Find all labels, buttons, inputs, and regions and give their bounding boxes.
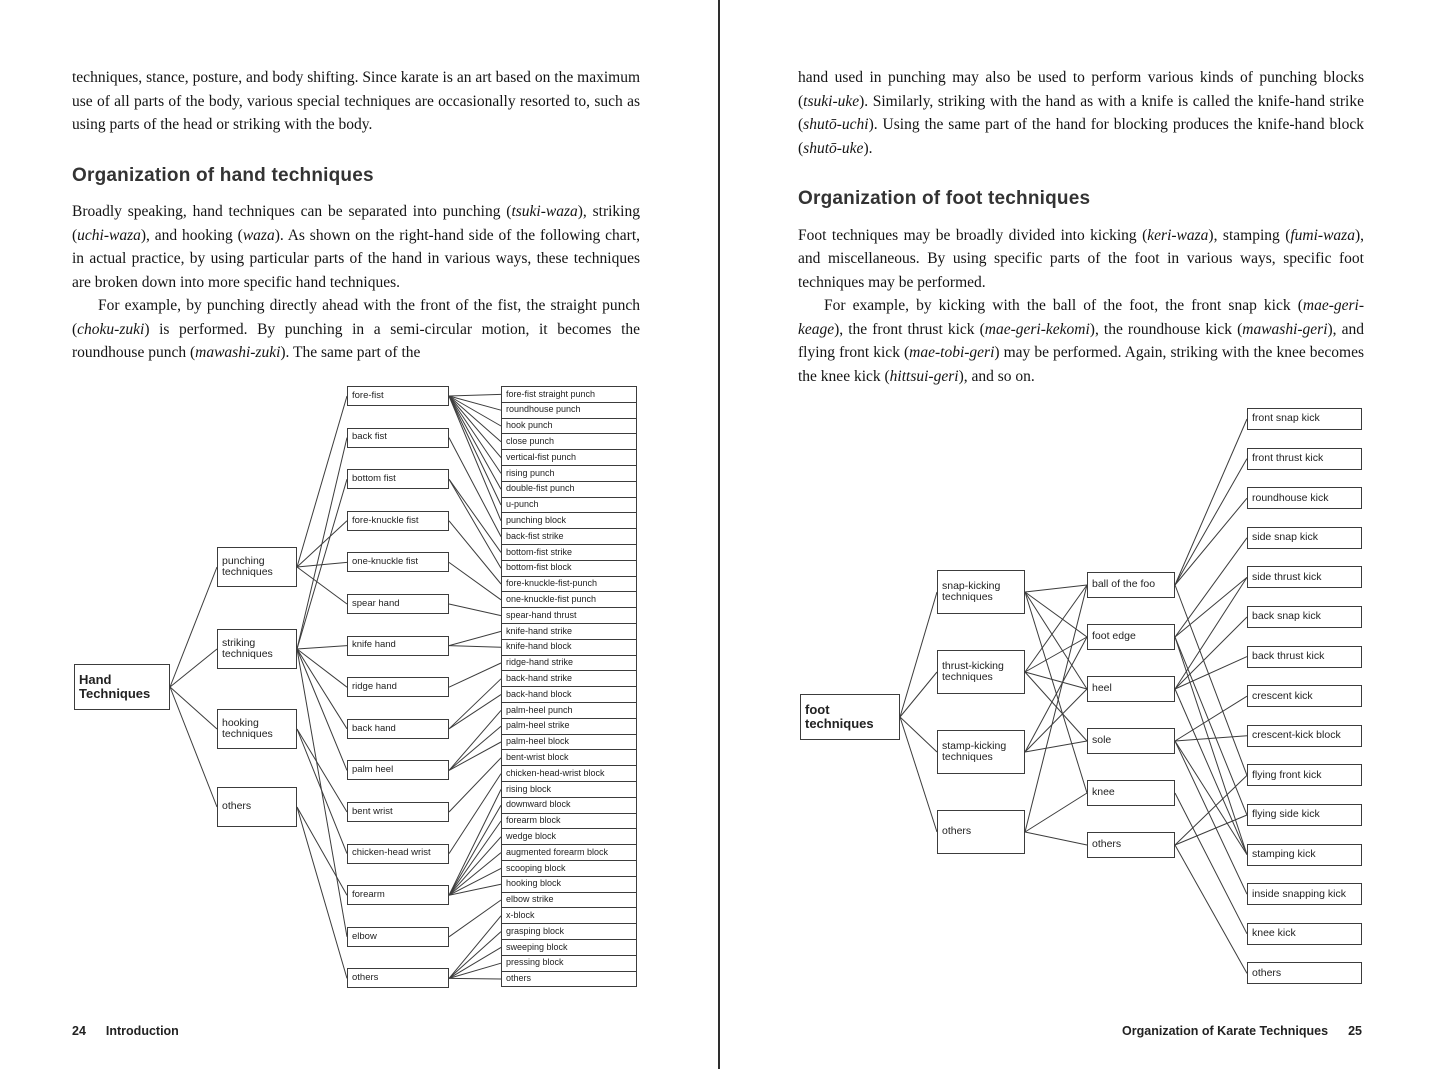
edge-line [297, 729, 347, 812]
text-run: Broadly speaking, hand techniques can be separated into punching ( [72, 203, 512, 220]
hand-chart-technique-8: punching block [501, 512, 637, 529]
hand-chart-technique-11: bottom-fist block [501, 560, 637, 577]
text-run: ), striking ( [72, 203, 640, 244]
hand-chart-category-0: punching techniques [217, 547, 297, 587]
hand-chart-technique-18: back-hand strike [501, 670, 637, 687]
text-run: ), the roundhouse kick ( [1089, 320, 1243, 338]
hand-chart-technique-24: chicken-head-wrist block [501, 765, 637, 782]
foot-chart-part-2: heel [1087, 676, 1175, 702]
hand-chart-part-14: others [347, 968, 449, 988]
edge-line [170, 687, 217, 807]
hand-chart-technique-26: downward block [501, 797, 637, 814]
foot-chart-technique-11: stamping kick [1247, 844, 1362, 866]
hand-chart-part-4: one-knuckle fist [347, 552, 449, 572]
text-run: ). Using the same part of the hand for blocking produces the knife-hand block ( [798, 116, 1364, 157]
hand-chart-technique-2: hook punch [501, 418, 637, 435]
italic-term: hittsui-geri [889, 367, 959, 385]
hand-chart-part-9: palm heel [347, 760, 449, 780]
text-run: ), the front thrust kick ( [834, 320, 985, 338]
edge-line [1025, 585, 1087, 592]
foot-chart-technique-4: side thrust kick [1247, 566, 1362, 588]
hand-chart-part-0: fore-fist [347, 386, 449, 406]
text-run: ) is performed. By punching in a semi-circular motion, it becomes the roundhouse punch ( [72, 320, 640, 361]
foot-chart-root-node: foot techniques [800, 694, 900, 740]
left-footer-label: Introduction [105, 1024, 179, 1038]
edge-line [1175, 741, 1247, 855]
edge-line [297, 729, 347, 854]
edge-line [449, 710, 501, 770]
italic-term: fumi-waza [1290, 226, 1355, 244]
hand-chart-technique-4: vertical-fist punch [501, 449, 637, 466]
hand-chart-part-3: fore-knuckle fist [347, 511, 449, 531]
foot-chart-part-1: foot edge [1087, 624, 1175, 650]
hand-chart-technique-22: palm-heel block [501, 734, 637, 751]
edge-line [449, 562, 501, 599]
text-run: ), and so on. [958, 367, 1035, 385]
hand-chart-technique-15: knife-hand strike [501, 623, 637, 640]
edge-line [900, 592, 937, 717]
hand-chart-technique-31: hooking block [501, 876, 637, 893]
foot-chart-technique-13: knee kick [1247, 923, 1362, 945]
hand-chart-technique-34: grasping block [501, 923, 637, 940]
edge-line [297, 649, 347, 770]
hand-chart-technique-32: elbow strike [501, 892, 637, 909]
hand-chart-technique-9: back-fist strike [501, 528, 637, 545]
foot-chart-technique-8: crescent-kick block [1247, 725, 1362, 747]
edge-line [449, 695, 501, 729]
text-run: Foot techniques may be broadly divided into kicking ( [798, 226, 1148, 244]
italic-term: mae-geri-keage [798, 297, 1364, 338]
italic-term: waza [242, 226, 275, 244]
edge-line [449, 978, 501, 979]
foot-chart-technique-5: back snap kick [1247, 606, 1362, 628]
edge-line [297, 567, 347, 604]
edge-line [297, 807, 347, 895]
edge-line [449, 521, 501, 584]
hand-chart-technique-13: one-knuckle-fist punch [501, 591, 637, 608]
edge-line [1025, 832, 1087, 845]
edge-line [449, 947, 501, 978]
hand-chart-part-6: knife hand [347, 636, 449, 656]
text-run: ). [863, 139, 873, 157]
text-run: ). Similarly, striking with the hand as with a knife is called the knife-hand strike ( [798, 92, 1364, 133]
italic-term: mae-geri-kekomi [984, 320, 1090, 338]
edge-line [449, 837, 501, 895]
text-run: ), and miscellaneous. By using specific parts of the foot in various ways, specific foot techniques may be performed. [798, 226, 1365, 291]
hand-chart-technique-29: augmented forearm block [501, 844, 637, 861]
edge-line [449, 663, 501, 687]
foot-chart-technique-14: others [1247, 962, 1362, 984]
hand-chart-part-13: elbow [347, 927, 449, 947]
edge-line [449, 916, 501, 979]
hand-chart-part-5: spear hand [347, 594, 449, 614]
hand-chart-part-2: bottom fist [347, 469, 449, 489]
edge-line [449, 396, 501, 505]
italic-term: tsuki-waza [511, 203, 578, 220]
foot-chart-technique-6: back thrust kick [1247, 646, 1362, 668]
edge-line [449, 479, 501, 568]
italic-term: mawashi-zuki [195, 344, 281, 361]
edge-line [449, 479, 501, 552]
italic-term: mae-tobi-geri [909, 344, 995, 361]
foot-chart-category-1: thrust-kicking techniques [937, 650, 1025, 694]
text-run: ), and hooking ( [140, 226, 243, 244]
italic-term: mawashi-geri [1242, 320, 1328, 338]
edge-line [1025, 585, 1087, 672]
foot-chart-category-3: others [937, 810, 1025, 854]
edge-line [449, 646, 501, 648]
edge-line [1175, 498, 1247, 585]
foot-techniques-heading: Organization of foot techniques [798, 188, 1091, 209]
right-footer-label: Organization of Karate Techniques [1122, 1024, 1329, 1038]
edge-line [449, 604, 501, 616]
edge-line [449, 396, 501, 489]
edge-line [297, 646, 347, 649]
hand-chart-part-7: ridge hand [347, 677, 449, 697]
edge-line [449, 821, 501, 895]
hand-chart-technique-25: rising block [501, 781, 637, 798]
edge-line [297, 479, 347, 649]
foot-chart-technique-12: inside snapping kick [1247, 883, 1362, 905]
foot-chart-part-4: knee [1087, 780, 1175, 806]
hand-chart-technique-27: forearm block [501, 813, 637, 830]
hand-chart-root-node: Hand Techniques [74, 664, 170, 710]
hand-chart-technique-7: u-punch [501, 497, 637, 514]
hand-chart-technique-19: back-hand block [501, 686, 637, 703]
edge-line [297, 438, 347, 649]
right-page-number: 25 [1348, 1024, 1362, 1038]
hand-chart-category-1: striking techniques [217, 629, 297, 669]
edge-line [1175, 419, 1247, 585]
edge-line [1175, 741, 1247, 894]
foot-chart-technique-1: front thrust kick [1247, 448, 1362, 470]
hand-chart-part-10: bent wrist [347, 802, 449, 822]
hand-chart-technique-17: ridge-hand strike [501, 655, 637, 672]
foot-chart-category-0: snap-kicking techniques [937, 570, 1025, 614]
foot-chart-technique-10: flying side kick [1247, 804, 1362, 826]
text-run: ), stamping ( [1208, 226, 1291, 244]
text-run: For example, by kicking with the ball of the foot, the front snap kick ( [824, 297, 1303, 314]
foot-chart-part-0: ball of the foo [1087, 572, 1175, 598]
hand-chart-technique-35: sweeping block [501, 939, 637, 956]
hand-chart-technique-23: bent-wrist block [501, 749, 637, 766]
hand-chart-technique-3: close punch [501, 433, 637, 450]
edge-line [1175, 637, 1247, 815]
hand-chart-technique-14: spear-hand thrust [501, 607, 637, 624]
hand-chart-technique-1: roundhouse punch [501, 402, 637, 419]
foot-chart-technique-0: front snap kick [1247, 408, 1362, 430]
edge-line [449, 726, 501, 770]
edge-line [449, 631, 501, 645]
edge-line [449, 438, 501, 537]
italic-term: tsuki-uke [803, 92, 860, 110]
edge-line [1025, 793, 1087, 832]
edge-line [449, 396, 501, 521]
text-run: hand used in punching may also be used to perform various kinds of punching blocks ( [798, 69, 1364, 110]
hand-techniques-heading: Organization of hand techniques [72, 164, 374, 186]
left-page-number: 24 [72, 1024, 86, 1038]
text-run: ). As shown on the right-hand side of the following chart, in actual practice, by using particular parts of the hand in various ways, these techniques are broken down into more specific hand techniques. [72, 226, 641, 291]
text-run: ). The same part of the [280, 344, 421, 361]
hand-chart-technique-28: wedge block [501, 828, 637, 845]
edge-line [449, 396, 501, 458]
foot-chart-technique-3: side snap kick [1247, 527, 1362, 549]
edge-line [1175, 459, 1247, 585]
hand-chart-technique-21: palm-heel strike [501, 718, 637, 735]
hand-chart-technique-16: knife-hand block [501, 639, 637, 656]
edge-line [449, 900, 501, 937]
text-run: For example, by punching directly ahead with the front of the fist, the straight punch ( [72, 297, 640, 338]
hand-chart-technique-20: palm-heel punch [501, 702, 637, 719]
hand-chart-technique-10: bottom-fist strike [501, 544, 637, 561]
hand-chart-technique-33: x-block [501, 907, 637, 924]
foot-chart-part-3: sole [1087, 728, 1175, 754]
edge-line [449, 932, 501, 979]
edge-line [1175, 538, 1247, 637]
hand-chart-part-1: back fist [347, 428, 449, 448]
text-run: ) may be performed. Again, striking with the knee becomes the knee kick ( [798, 344, 1364, 385]
hand-chart-technique-0: fore-fist straight punch [501, 386, 637, 403]
hand-chart-part-8: back hand [347, 719, 449, 739]
italic-term: uchi-waza [77, 226, 141, 244]
foot-chart-technique-7: crescent kick [1247, 685, 1362, 707]
edge-line [900, 672, 937, 717]
hand-chart-technique-30: scooping block [501, 860, 637, 877]
foot-chart-part-5: others [1087, 832, 1175, 858]
foot-chart-category-2: stamp-kicking techniques [937, 730, 1025, 774]
edge-line [1175, 775, 1247, 845]
italic-term: shutō-uke [803, 139, 864, 157]
edge-line [1175, 696, 1247, 741]
foot-chart-technique-2: roundhouse kick [1247, 487, 1362, 509]
hand-chart-part-11: chicken-head wrist [347, 844, 449, 864]
edge-line [170, 567, 217, 687]
edge-line [170, 687, 217, 729]
hand-chart-technique-5: rising punch [501, 465, 637, 482]
text-run: techniques, stance, posture, and body shifting. Since karate is an art based on the maximum use of all parts of the body, various special techniques are occasionally resorted to, such as using parts of the head or striking with the body. [72, 69, 640, 133]
hand-chart-category-2: hooking techniques [217, 709, 297, 749]
edge-line [449, 394, 501, 396]
italic-term: choku-zuki [77, 320, 145, 338]
italic-term: keri-waza [1147, 226, 1209, 244]
hand-chart-technique-36: pressing block [501, 955, 637, 972]
hand-chart-category-3: others [217, 787, 297, 827]
hand-chart-technique-37: others [501, 971, 637, 988]
edge-line [1175, 736, 1247, 741]
foot-chart-technique-9: flying front kick [1247, 764, 1362, 786]
edge-line [449, 853, 501, 896]
edge-line [449, 679, 501, 729]
text-run: ), and flying front kick ( [798, 320, 1364, 361]
italic-term: shutō-uchi [803, 116, 869, 133]
hand-chart-technique-12: fore-knuckle-fist-punch [501, 576, 637, 593]
hand-chart-part-12: forearm [347, 885, 449, 905]
hand-chart-technique-6: double-fist punch [501, 481, 637, 498]
edge-line [297, 649, 347, 729]
